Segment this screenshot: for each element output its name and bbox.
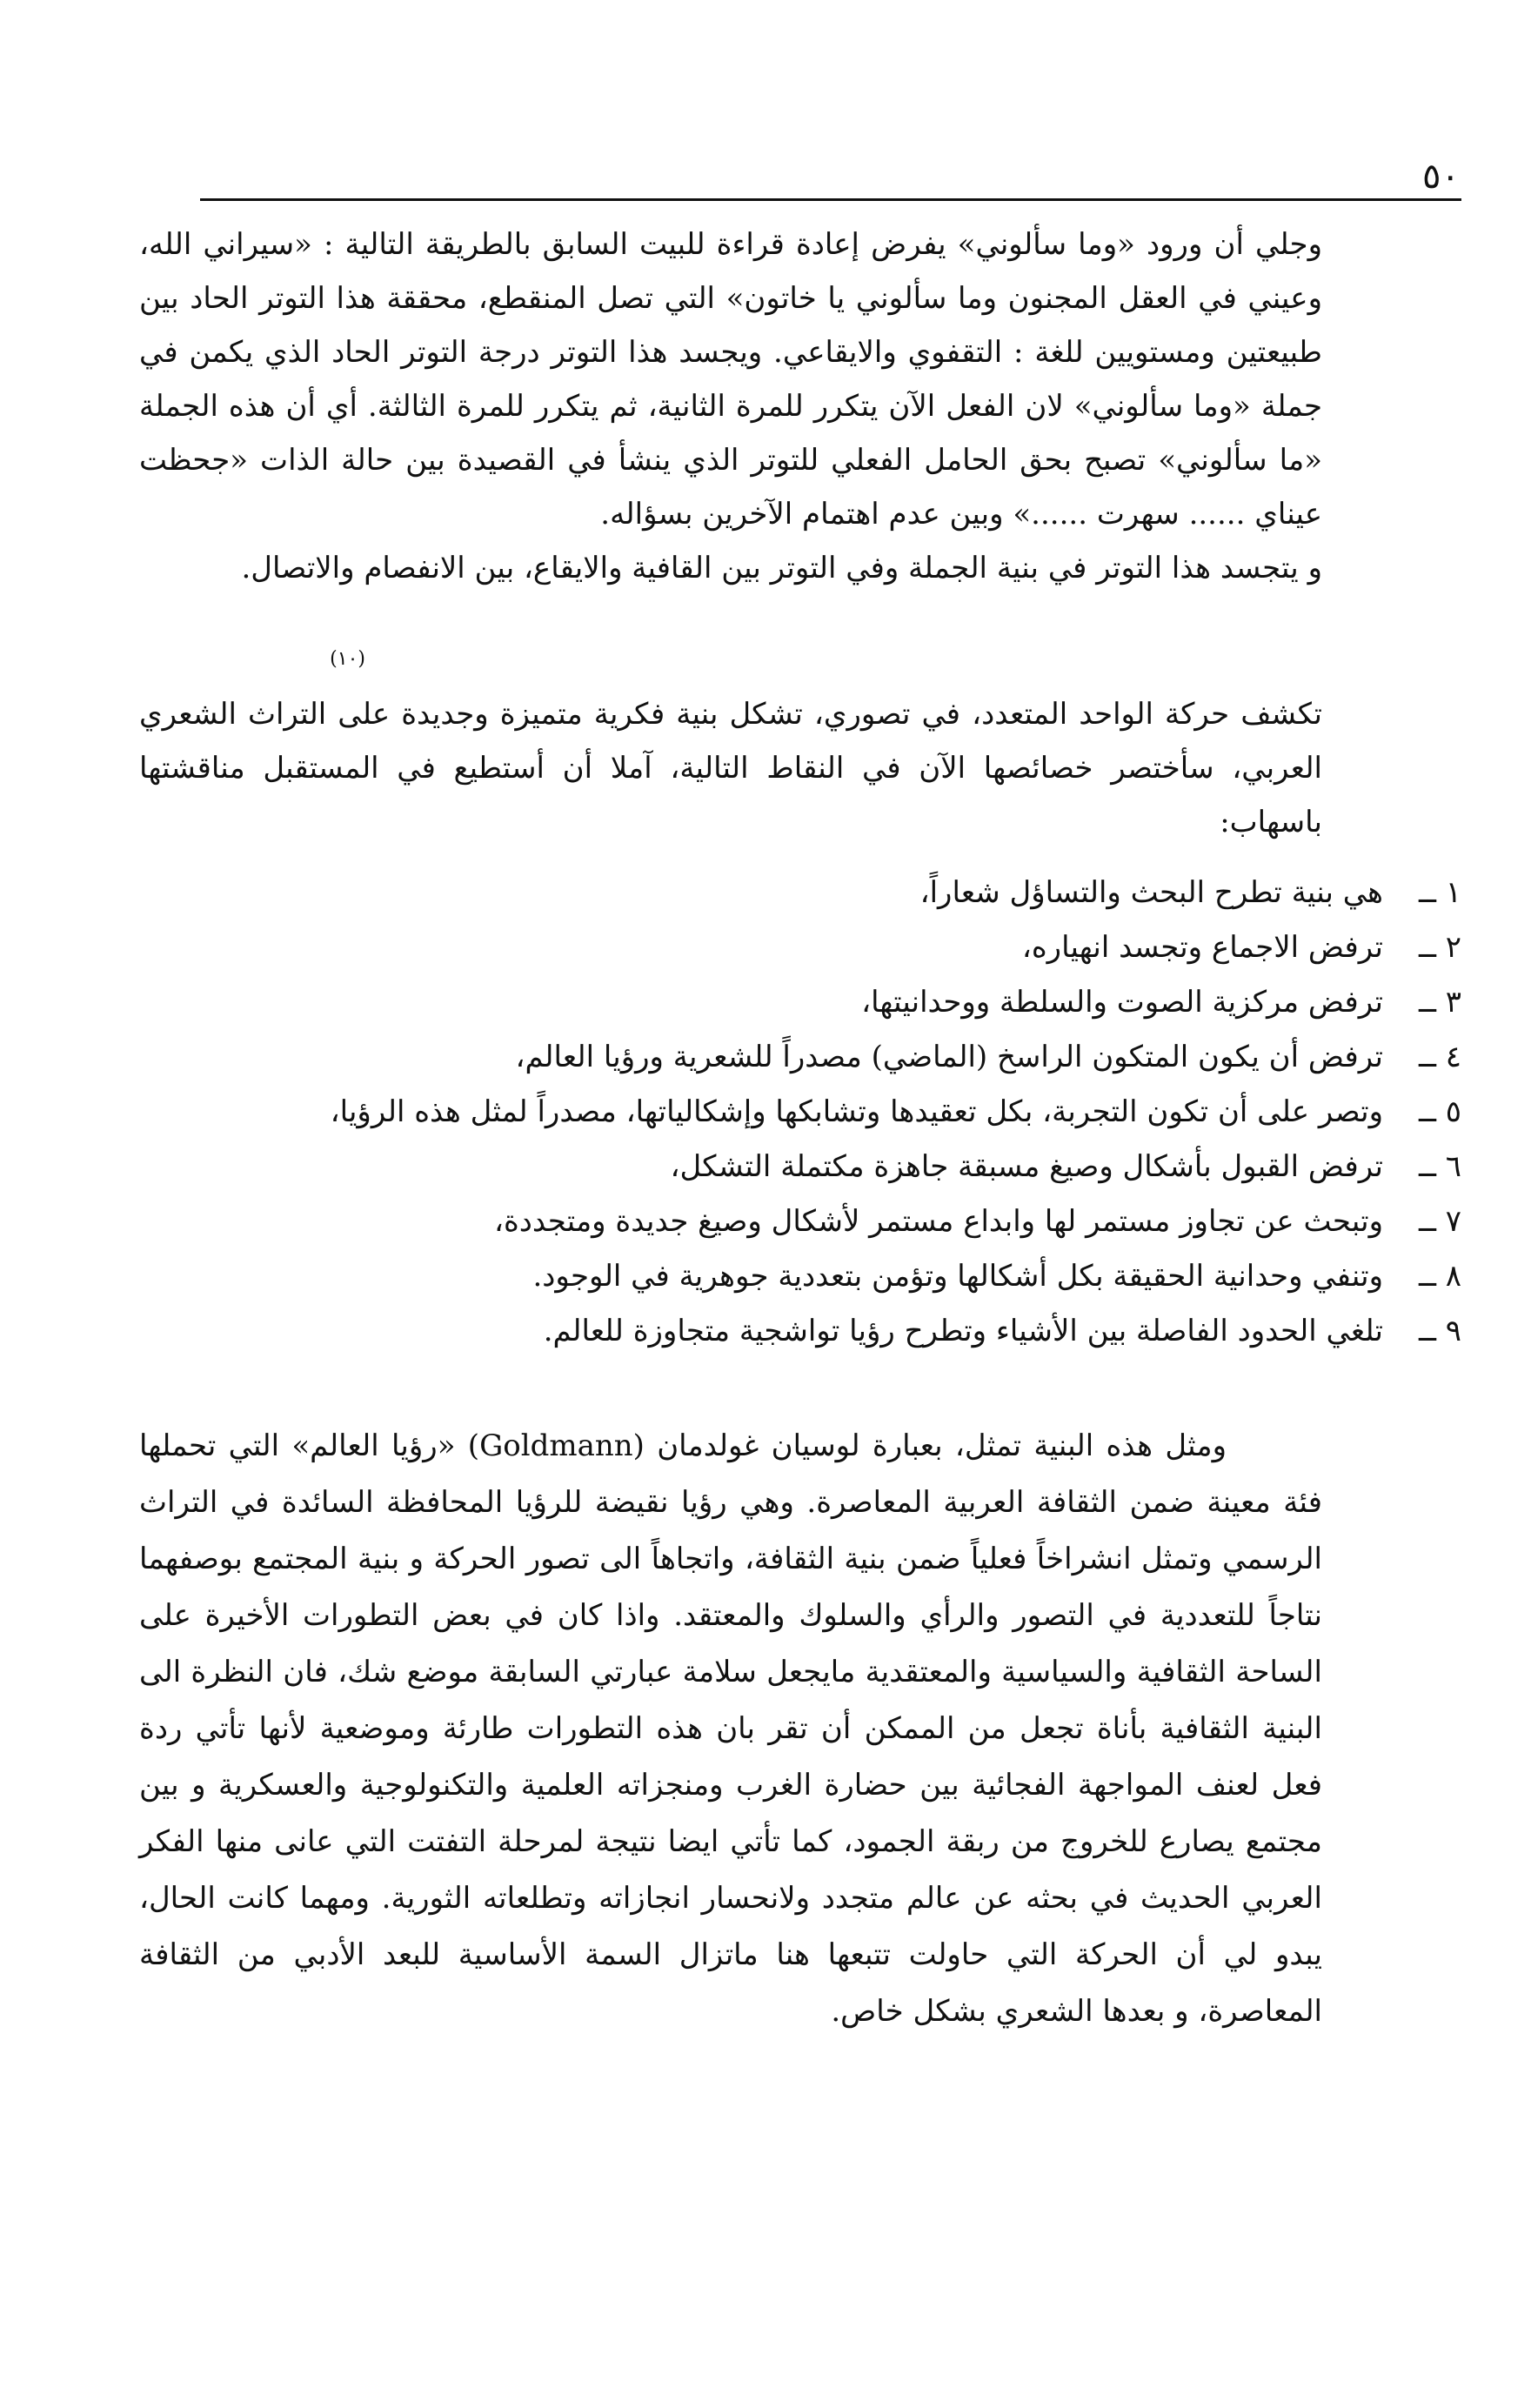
list-item-number: ٧ ــ xyxy=(1419,1204,1461,1239)
list-item xyxy=(261,1085,1461,1140)
closing-paragraph: ومثل هذه البنية تمثل، بعبارة لوسيان غولدمان (Goldmann) «رؤيا العالم» التي تحملها فئة معينة ضمن الثقافة العربية المعاصرة. وهي رؤيا نقيضة للرؤيا المحافظة السائدة في التراث الرسمي وتمثل انشراخاً فعلياً ضمن بنية الثقافة، واتجاهاً الى تصور الحركة و بنية المجتمع بوصفهما نتاجاً للتعددية في التصور والرأي والسلوك والمعتقد. واذا كان في بعض التطورات الأخيرة على الساحة الثقافية والسياسية والمعتقدية مايجعل سلامة عبارتي السابقة موضع شك، فان النظرة الى البنية الثقافية بأناة تجعل من الممكن أن تقر بان هذه التطورات طارئة وموضعية لأنها تأتي ردة فعل لعنف المواجهة الفجائية بين حضارة الغرب ومنجزاته العلمية والتكنولوجية والعسكرية و بين مجتمع يصارع للخروج من ربقة الجمود، كما تأتي ايضا نتيجة لمرحلة التفتت التي عانى منها الفكر العربي الحديث في بحثه عن عالم متجدد ولانحسار انجازاته وتطلعاته الثورية. ومهما كانت الحال، يبدو لي أن الحركة التي حاولت تتبعها هنا ماتزال السمة الأساسية للبعد الأدبي من الثقافة المعاصرة، و بعدها الشعري بشكل خاص. xyxy=(139,1428,1322,2029)
list-item xyxy=(261,1194,1461,1249)
list-item-number: ٥ ــ xyxy=(1419,1094,1461,1129)
intro-paragraph-block xyxy=(139,687,1322,849)
paragraph-verse-analysis: وجلي أن ورود «وما سألوني» يفرض إعادة قراءة للبيت السابق بالطريقة التالية : «سيراني الله، وعيني في العقل المجنون وما سألوني يا خاتون» التي تصل المنقطع، محققة هذا التوتر الحاد بين طبيعتين ومستويين للغة : التقفوي والايقاعي. ويجسد هذا التوتر درجة التوتر الحاد الذي يكمن في جملة «وما سألوني» لان الفعل الآن يتكرر للمرة الثانية، ثم يتكرر للمرة الثالثة. أي أن هذه الجملة «ما سألوني» تصبح بحق الحامل الفعلي للتوتر الذي ينشأ في القصيدة بين حالة الذات «جحظت عيناي ...... سهرت ......» وبين عدم اهتمام الآخرين بسؤاله. xyxy=(139,227,1322,532)
list-item xyxy=(261,1030,1461,1085)
list-item xyxy=(261,1140,1461,1194)
list-item xyxy=(261,1249,1461,1304)
header-rule xyxy=(200,198,1461,201)
characteristics-list xyxy=(261,866,1461,1359)
opening-paragraphs xyxy=(139,217,1322,595)
list-item-number: ١ ــ xyxy=(1419,875,1461,910)
list-item-text: وتنفي وحدانية الحقيقة بكل أشكالها وتؤمن بتعددية جوهرية في الوجود. xyxy=(532,1259,1383,1294)
list-item-number: ٣ ــ xyxy=(1419,985,1461,1020)
list-item-text: ترفض مركزية الصوت والسلطة ووحدانيتها، xyxy=(861,985,1383,1020)
list-item-number: ٨ ــ xyxy=(1419,1259,1461,1294)
list-item-text: هي بنية تطرح البحث والتساؤل شعاراً، xyxy=(919,875,1383,910)
list-item-text: تلغي الحدود الفاصلة بين الأشياء وتطرح رؤيا تواشجية متجاوزة للعالم. xyxy=(543,1314,1383,1348)
closing-paragraph-block xyxy=(139,1418,1322,2040)
list-item-number: ٢ ــ xyxy=(1419,930,1461,965)
list-item-number: ٦ ــ xyxy=(1419,1149,1461,1184)
list-item xyxy=(261,920,1461,975)
list-item xyxy=(261,975,1461,1030)
list-item-text: ترفض أن يكون المتكون الراسخ (الماضي) مصدراً للشعرية ورؤيا العالم، xyxy=(515,1040,1383,1074)
list-item xyxy=(261,1304,1461,1359)
list-item-text: ترفض الاجماع وتجسد انهياره، xyxy=(1021,930,1383,965)
list-item-text: وتبحث عن تجاوز مستمر لها وابداع مستمر لأشكال وصيغ جديدة ومتجددة، xyxy=(493,1204,1383,1239)
list-item-text: ترفض القبول بأشكال وصيغ مسبقة جاهزة مكتملة التشكل، xyxy=(670,1149,1383,1184)
section-marker: (١٠) xyxy=(330,648,365,670)
list-item-text: وتصر على أن تكون التجربة، بكل تعقيدها وتشابكها وإشكالياتها، مصدراً لمثل هذه الرؤيا، xyxy=(330,1094,1383,1129)
intro-paragraph: تكشف حركة الواحد المتعدد، في تصوري، تشكل بنية فكرية متميزة وجديدة على التراث الشعري العربي، سأختصر خصائصها الآن في النقاط التالية، آملا أن أستطيع في المستقبل مناقشتها باسهاب: xyxy=(139,697,1322,839)
list-item-number: ٤ ــ xyxy=(1419,1040,1461,1074)
list-item xyxy=(261,866,1461,920)
list-item-number: ٩ ــ xyxy=(1419,1314,1461,1348)
page-number: ٥٠ xyxy=(1422,157,1460,197)
paragraph-tension-summary: و يتجسد هذا التوتر في بنية الجملة وفي التوتر بين القافية والايقاع، بين الانفصام والاتصال. xyxy=(241,551,1322,585)
